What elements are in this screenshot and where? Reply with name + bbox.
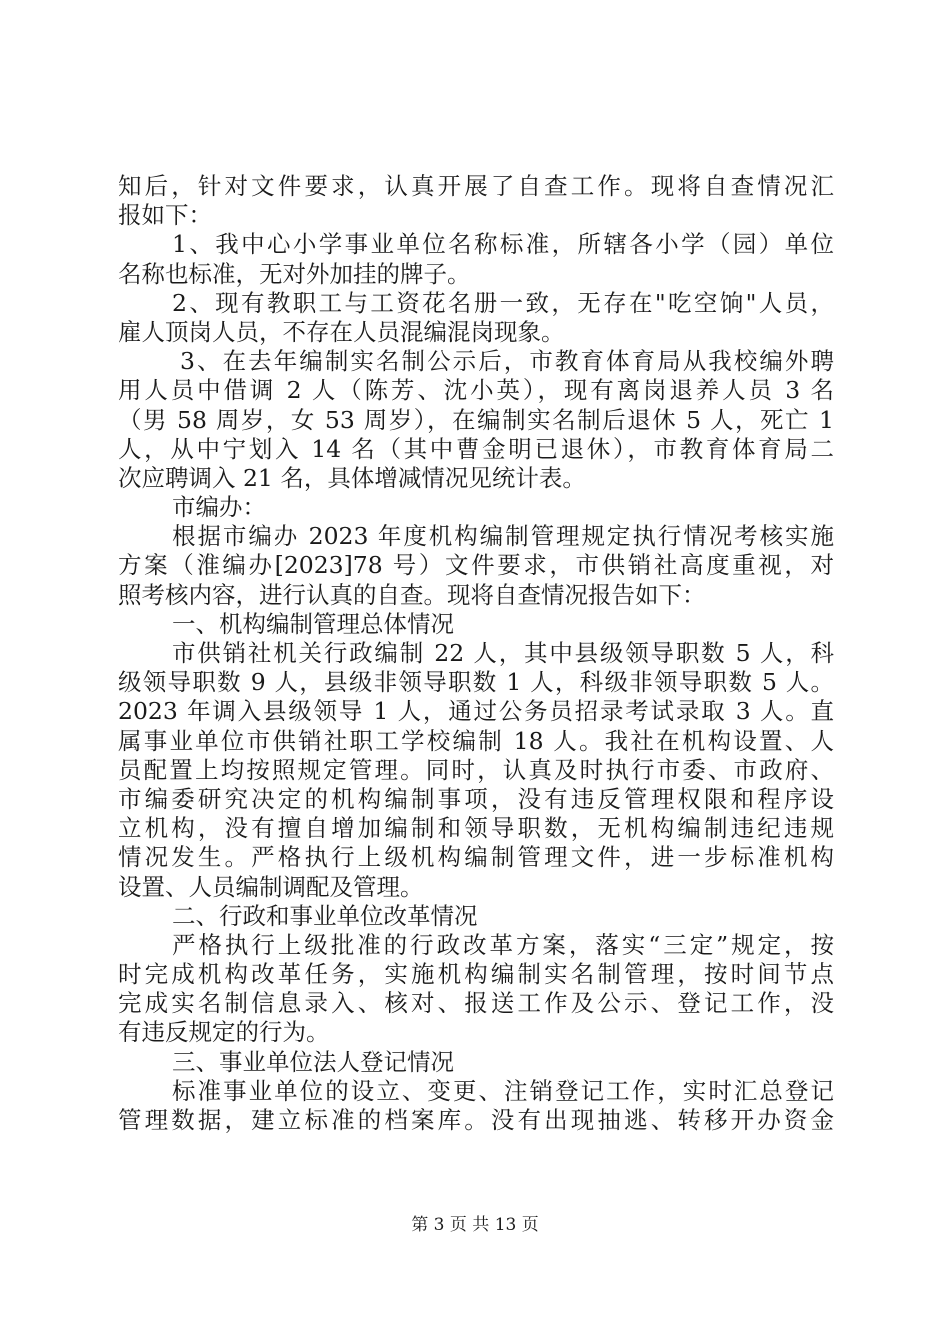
- text-line: 员配置上均按照规定管理。同时，认真及时执行市委、市政府、: [118, 755, 834, 784]
- text-line: 根据市编办 2023 年度机构编制管理规定执行情况考核实施: [172, 522, 834, 551]
- text-line: 市供销社机关行政编制 22 人，其中县级领导职数 5 人，科: [172, 639, 834, 667]
- text-line: 报如下：: [118, 201, 212, 230]
- text-line: 名称也标准，无对外加挂的牌子。: [118, 259, 471, 288]
- text-line: 方案（淮编办[2023]78 号）文件要求，市供销社高度重视，对: [118, 551, 834, 580]
- text-line: 严格执行上级批准的行政改革方案，落实“三定”规定，按: [172, 930, 834, 959]
- text-line: 管理数据，建立标准的档案库。没有出现抽逃、转移开办资金: [118, 1106, 834, 1134]
- text-line: 3、在去年编制实名制公示后，市教育体育局从我校编外聘: [180, 347, 834, 376]
- text-line: 照考核内容，进行认真的自查。现将自查情况报告如下：: [118, 580, 706, 609]
- text-line: 立机构，没有擅自增加编制和领导职数，无机构编制违纪违规: [118, 814, 834, 843]
- text-line: 市编委研究决定的机构编制事项，没有违反管理权限和程序设: [118, 784, 834, 813]
- text-line: 2023 年调入县级领导 1 人，通过公务员招录考试录取 3 人。直: [118, 697, 834, 726]
- text-line: 属事业单位市供销社职工学校编制 18 人。我社在机构设置、人: [118, 726, 834, 755]
- text-line: 级领导职数 9 人，县级非领导职数 1 人，科级非领导职数 5 人。: [118, 668, 834, 697]
- text-line: 2、现有教职工与工资花名册一致，无存在"吃空饷"人员，: [172, 288, 834, 317]
- text-line: 完成实名制信息录入、核对、报送工作及公示、登记工作，没: [118, 989, 834, 1018]
- page-number-footer: 第 3 页 共 13 页: [411, 1215, 539, 1235]
- text-line: 雇人顶岗人员，不存在人员混编混岗现象。: [118, 317, 565, 346]
- text-line: 用人员中借调 2 人（陈芳、沈小英），现有离岗退养人员 3 名: [118, 376, 834, 405]
- text-line: 市编办：: [172, 493, 266, 522]
- text-line: 设置、人员编制调配及管理。: [118, 872, 424, 901]
- document-body: [118, 172, 834, 1135]
- section-heading: 一、机构编制管理总体情况: [172, 609, 454, 638]
- text-line: 人，从中宁划入 14 名（其中曹金明已退休），市教育体育局二: [118, 434, 834, 463]
- text-line: 情况发生。严格执行上级机构编制管理文件，进一步标准机构: [118, 843, 834, 872]
- text-line: （男 58 周岁，女 53 周岁），在编制实名制后退休 5 人，死亡 1: [118, 405, 834, 434]
- text-line: 1、我中心小学事业单位名称标准，所辖各小学（园）单位: [172, 230, 834, 259]
- text-line: 有违反规定的行为。: [118, 1018, 330, 1047]
- text-line: 标准事业单位的设立、变更、注销登记工作，实时汇总登记: [172, 1076, 834, 1105]
- text-line: 次应聘调入 21 名，具体增减情况见统计表。: [118, 463, 586, 492]
- section-heading: 二、行政和事业单位改革情况: [172, 901, 478, 930]
- text-line: 知后，针对文件要求，认真开展了自查工作。现将自查情况汇: [118, 172, 834, 200]
- section-heading: 三、事业单位法人登记情况: [172, 1047, 454, 1076]
- text-line: 时完成机构改革任务，实施机构编制实名制管理，按时间节点: [118, 960, 834, 989]
